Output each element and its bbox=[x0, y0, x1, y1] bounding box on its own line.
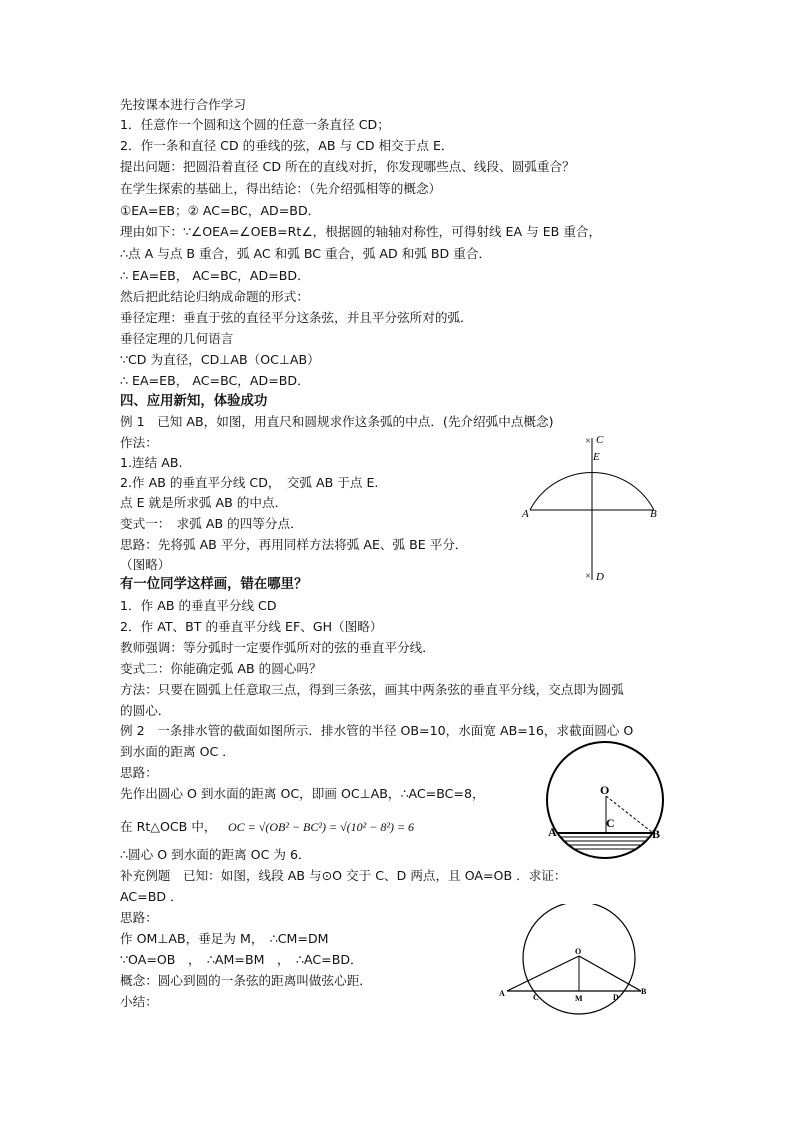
label-c: C bbox=[606, 816, 615, 830]
text-line: ①EA=EB；② AC=BC，AD=BD． bbox=[120, 203, 321, 218]
text-line: ∵OA=OB ， ∴AM=BM ， ∴AC=BD． bbox=[120, 952, 363, 967]
text-line: 1．作 AB 的垂直平分线 CD bbox=[120, 598, 277, 613]
arc-bisector-figure bbox=[514, 430, 664, 590]
text-line: ∴ EA=EB， AC=BC，AD=BD． bbox=[120, 373, 310, 388]
label-o: O bbox=[575, 947, 582, 956]
text-line: 1.连结 AB. bbox=[120, 455, 183, 470]
text-line: 方法：只要在圆弧上任意取三点，得到三条弦，画其中两条弦的垂直平分线，交点即为圆弧 bbox=[120, 682, 624, 697]
text-line: 2.作 AB 的垂直平分线 CD， 交弧 AB 于点 E. bbox=[120, 475, 379, 490]
text-line: 垂径定理的几何语言 bbox=[120, 331, 234, 346]
text-line: 思路： bbox=[120, 765, 158, 780]
label-d: D bbox=[596, 571, 604, 583]
label-a: A bbox=[548, 825, 557, 839]
label-c: C bbox=[533, 993, 539, 1002]
label-b: B bbox=[641, 987, 647, 996]
text-line: 在 Rt△OCB 中， bbox=[120, 819, 217, 834]
label-a: A bbox=[522, 508, 529, 520]
text-line: （图略） bbox=[120, 557, 171, 572]
label-b: B bbox=[650, 508, 657, 520]
section-heading: 四、应用新知，体验成功 bbox=[120, 394, 268, 409]
text-line: ∴点 A 与点 B 重合，弧 AC 和弧 BC 重合，弧 AD 和弧 BD 重合． bbox=[120, 246, 492, 261]
definition: 概念：圆心到圆的一条弦的距离叫做弦心距． bbox=[120, 973, 372, 988]
text-line: 变式一： 求弧 AB 的四等分点． bbox=[120, 516, 303, 531]
label-d: D bbox=[613, 993, 619, 1002]
text-line: 到水面的距离 OC ． bbox=[120, 744, 235, 759]
text-line: 先作出圆心 O 到水面的距离 OC，即画 OC⊥AB，∴AC=BC=8， bbox=[120, 786, 485, 801]
formula: OC = √(OB² − BC²) = √(10² − 8²) = 6 bbox=[228, 820, 415, 834]
text-line: ∴圆心 O 到水面的距离 OC 为 6． bbox=[120, 847, 311, 862]
text-line: 先按课本进行合作学习 bbox=[120, 97, 246, 112]
text-line: 作法： bbox=[120, 435, 158, 450]
text-line: 的圆心． bbox=[120, 703, 171, 718]
label-o: O bbox=[600, 783, 610, 797]
text-line: 思路：先将弧 AB 平分，再用同样方法将弧 AE、弧 BE 平分． bbox=[120, 537, 468, 552]
text-line: 点 E 就是所求弧 AB 的中点． bbox=[120, 495, 288, 510]
text-line: 思路： bbox=[120, 910, 158, 925]
theorem-statement: 垂径定理：垂直于弦的直径平分这条弦，并且平分弦所对的弧． bbox=[120, 310, 473, 325]
text-line: 然后把此结论归纳成命题的形式： bbox=[120, 289, 309, 304]
section-heading: 有一位同学这样画，错在哪里？ bbox=[120, 577, 308, 592]
example-1-title: 例 1 已知 AB，如图，用直尺和圆规求作这条弧的中点．(先介绍弧中点概念) bbox=[120, 414, 554, 429]
text-line: 教师强调：等分弧时一定要作弧所对的弦的垂直平分线． bbox=[120, 640, 435, 655]
svg-text:×: × bbox=[585, 571, 591, 582]
svg-text:×: × bbox=[585, 436, 591, 447]
text-line: ∵CD 为直径，CD⊥AB（OC⊥AB） bbox=[120, 352, 320, 367]
supplementary-example-title: 补充例题 已知：如图，线段 AB 与⊙O 交于 C、D 两点，且 OA=OB ．求证： bbox=[120, 868, 567, 883]
text-line: ∴ EA=EB， AC=BC，AD=BD． bbox=[120, 268, 310, 283]
text-line: 1．任意作一个圆和这个圆的任意一条直径 CD； bbox=[120, 117, 390, 132]
text-line: 变式二：你能确定弧 AB 的圆心吗？ bbox=[120, 661, 322, 676]
label-b: B bbox=[652, 827, 661, 841]
text-line: 2．作 AT、BT 的垂直平分线 EF、GH（图略） bbox=[120, 619, 383, 634]
label-e: E bbox=[593, 451, 600, 463]
label-c: C bbox=[596, 434, 604, 446]
text-line: 作 OM⊥AB，垂足为 M， ∴CM=DM bbox=[120, 931, 329, 946]
label-a: A bbox=[499, 989, 505, 998]
circle-secant-figure bbox=[495, 904, 655, 1024]
text-line: 2．作一条和直径 CD 的垂线的弦，AB 与 CD 相交于点 E． bbox=[120, 138, 454, 153]
text-line: 在学生探索的基础上，得出结论：（先介绍弧相等的概念） bbox=[120, 181, 442, 196]
text-line: 提出问题：把圆沿着直径 CD 所在的直线对折，你发现哪些点、线段、圆弧重合？ bbox=[120, 159, 575, 174]
text-line: 理由如下：∵∠OEA=∠OEB=Rt∠，根据圆的轴轴对称性，可得射线 EA 与 EB 重合， bbox=[120, 224, 602, 239]
example-2-title: 例 2 一条排水管的截面如图所示．排水管的半径 OB=10，水面宽 AB=16，求截面圆心 O bbox=[120, 723, 634, 738]
pipe-cross-section-figure bbox=[540, 738, 680, 868]
text-line: 小结： bbox=[120, 994, 158, 1009]
text-line: AC=BD ． bbox=[120, 889, 183, 904]
label-m: M bbox=[575, 994, 583, 1003]
